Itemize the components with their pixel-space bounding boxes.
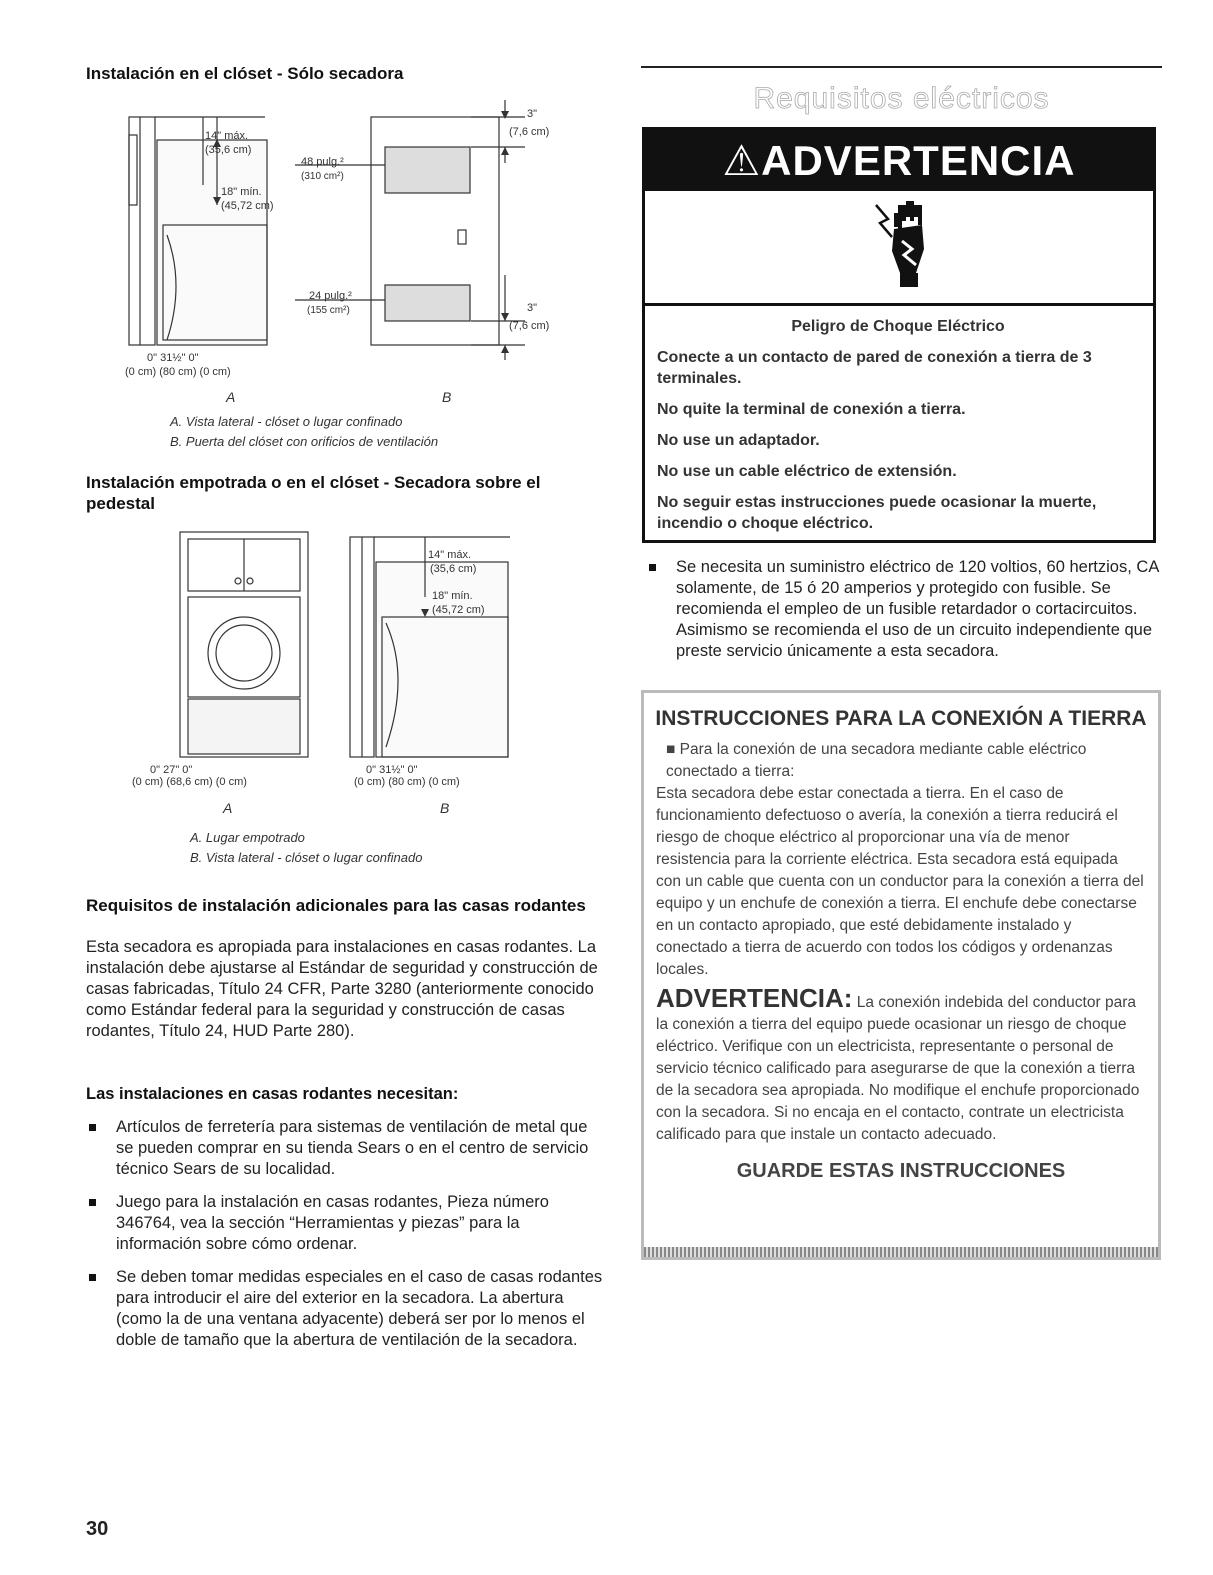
warning-line: Conecte a un contacto de pared de conexión a tierra de 3 terminales. xyxy=(657,349,1092,387)
fig2-caption-b: B. Vista lateral - clóset o lugar confinado xyxy=(190,850,423,865)
fig1-max14-label: 14" máx. xyxy=(205,130,249,142)
grounding-title: INSTRUCCIONES PARA LA CONEXIÓN A TIERRA xyxy=(655,707,1147,730)
mobile-home-heading: Requisitos de instalación adicionales para las casas rodantes xyxy=(86,896,586,915)
fig2-left-dims-cm-label: (0 cm) (68,6 cm) (0 cm) xyxy=(132,776,247,788)
fig2-letter-b: B xyxy=(440,800,450,816)
fig2-max14-cm-label: (35,6 cm) xyxy=(430,563,477,575)
electric-shock-warning xyxy=(642,127,1156,543)
fig2-letter-a: A xyxy=(223,800,233,816)
mobile-home-paragraph: Esta secadora es apropiada para instalaciones en casas rodantes. La instalación debe ajustarse al Estándar de seguridad y construcción de casas fabricadas, Título 24 CFR, Parte 3280 (anteriormente conocido como Estándar federal para la seguridad y construcción de casas rodantes, Título 24, HUD Parte 280). xyxy=(86,938,598,1040)
grounding-paragraph: Esta secadora debe estar conectada a tierra. En el caso de funcionamiento defectuoso o avería, la conexión a tierra reducirá el riesgo de choque eléctrico al proporcionar una vía de menor resistencia para la corriente eléctrica. Esta secadora está equipada con un cable que cuenta con un conductor para la conexión a tierra del equipo y un enchufe de conexión a tierra. El enchufe debe conectarse en un contacto apropiado, que esté debidamente instalado y conectado a tierra de acuerdo con todos los códigos y ordenanzas locales. xyxy=(656,785,1144,978)
fig1-top3-label: 3" xyxy=(527,108,538,120)
fig1-min18-label: 18" mín. xyxy=(221,186,262,198)
fig1-letter-b: B xyxy=(442,389,452,405)
electric-shock-hand-icon xyxy=(870,199,940,294)
electrical-requirements-title: Requisitos eléctricos xyxy=(753,82,1050,115)
section-rule xyxy=(641,66,1162,68)
fig1-caption-a: A. Vista lateral - clóset o lugar confinado xyxy=(170,414,403,429)
fig1-letter-a: A xyxy=(226,389,236,405)
warning-line: No seguir estas instrucciones puede ocasionar la muerte, incendio o choque eléctrico. xyxy=(657,494,1097,532)
fig2-min18-label: 18" mín. xyxy=(432,590,473,602)
fig1-caption-b: B. Puerta del clóset con orificios de ventilación xyxy=(170,434,439,449)
list-item: Se necesita un suministro eléctrico de 120 voltios, 60 hertzios, CA solamente, de 15 ó 20 amperios y protegido con fusible. Se recomienda el empleo de un fusible retardador o cortacircuitos. Asimismo se recomienda el uso de un circuito independiente que preste servicio únicamente a esta secadora. xyxy=(646,557,1160,662)
fig2-caption-a: A. Lugar empotrado xyxy=(190,830,305,845)
power-supply-list xyxy=(646,557,1160,674)
fig2-max14-label: 14" máx. xyxy=(428,549,472,561)
bullet-icon: ■ xyxy=(666,741,680,758)
grounding-bullet: ■ Para la conexión de una secadora mediante cable eléctrico conectado a tierra: xyxy=(666,741,1087,780)
fig2-right-dims-in-label: 0" 31½" 0" xyxy=(366,764,418,776)
save-instructions-footer: GUARDE ESTAS INSTRUCCIONES xyxy=(736,1160,1066,1182)
page-number: 30 xyxy=(86,1518,109,1540)
box-bottom-border xyxy=(644,1247,1158,1257)
fig1-dims-cm-label: (0 cm) (80 cm) (0 cm) xyxy=(125,366,231,378)
fig2-right-dims-cm-label: (0 cm) (80 cm) (0 cm) xyxy=(354,776,460,788)
closet-install-heading: Instalación en el clóset - Sólo secadora xyxy=(86,64,404,83)
recessed-install-heading: Instalación empotrada o en el clóset - Secadora sobre el pedestal xyxy=(86,473,541,513)
fig1-min18-cm-label: (45,72 cm) xyxy=(221,200,274,212)
pedestal-dryer-diagram xyxy=(120,527,560,827)
fig1-bot3-label: 3" xyxy=(527,302,538,314)
grounding-instructions-box xyxy=(641,690,1161,1260)
warning-title: Peligro de Choque Eléctrico xyxy=(791,318,1005,335)
list-item: Artículos de ferretería para sistemas de ventilación de metal que se pueden comprar en su tienda Sears o en el centro de servicio técnico Sears de su localidad. xyxy=(86,1117,606,1180)
fig1-top3-cm-label: (7,6 cm) xyxy=(509,126,550,138)
fig1-area24-cm-label: (155 cm²) xyxy=(307,305,350,316)
warning-icon-area xyxy=(645,191,1153,306)
fig1-area24-label: 24 pulg.² xyxy=(309,290,352,302)
fig2-left-dims-in-label: 0" 27" 0" xyxy=(150,764,193,776)
fig1-area48-cm-label: (310 cm²) xyxy=(301,171,344,182)
warning-triangle-icon: ⚠ xyxy=(722,137,762,184)
warning-line: No use un cable eléctrico de extensión. xyxy=(657,463,957,480)
grounding-warning-word: ADVERTENCIA: xyxy=(656,983,853,1013)
fig1-area48-label: 48 pulg.² xyxy=(301,156,344,168)
warning-line: No quite la terminal de conexión a tierra. xyxy=(657,401,966,418)
warning-header: ⚠ADVERTENCIA xyxy=(645,130,1153,191)
fig2-min18-cm-label: (45,72 cm) xyxy=(432,604,485,616)
list-item: Juego para la instalación en casas rodantes, Pieza número 346764, vea la sección “Herramientas y piezas” para la información sobre cómo ordenar. xyxy=(86,1192,606,1255)
warning-line: No use un adaptador. xyxy=(657,432,820,449)
mobile-home-subheading: Las instalaciones en casas rodantes necesitan: xyxy=(86,1085,459,1103)
fig1-bot3-cm-label: (7,6 cm) xyxy=(509,320,550,332)
list-item: Se deben tomar medidas especiales en el caso de casas rodantes para introducir el aire del exterior en la secadora. La abertura (como la de una ventana adyacente) deberá ser por lo menos el doble de tamaño que la abertura de ventilación de la secadora. xyxy=(86,1267,606,1351)
grounding-warning xyxy=(656,983,1146,1146)
fig1-dims-in-label: 0" 31½" 0" xyxy=(147,352,199,364)
mobile-home-bullet-list xyxy=(86,1117,606,1363)
closet-dryer-diagram xyxy=(125,95,585,405)
fig1-max14-cm-label: (35,6 cm) xyxy=(205,144,252,156)
grounding-warning-text: La conexión indebida del conductor para la conexión a tierra del equipo puede ocasionar un riesgo de choque eléctrico. Verifique con un electricista, representante o personal de servicio técnico calificado para asegurarse de que la conexión a tierra de la secadora sea apropiada. No modifique el enchufe proporcionado con la secadora. Si no encaja en el contacto, contrate un electricista calificado para que instale un contacto adecuado. xyxy=(656,994,1140,1143)
